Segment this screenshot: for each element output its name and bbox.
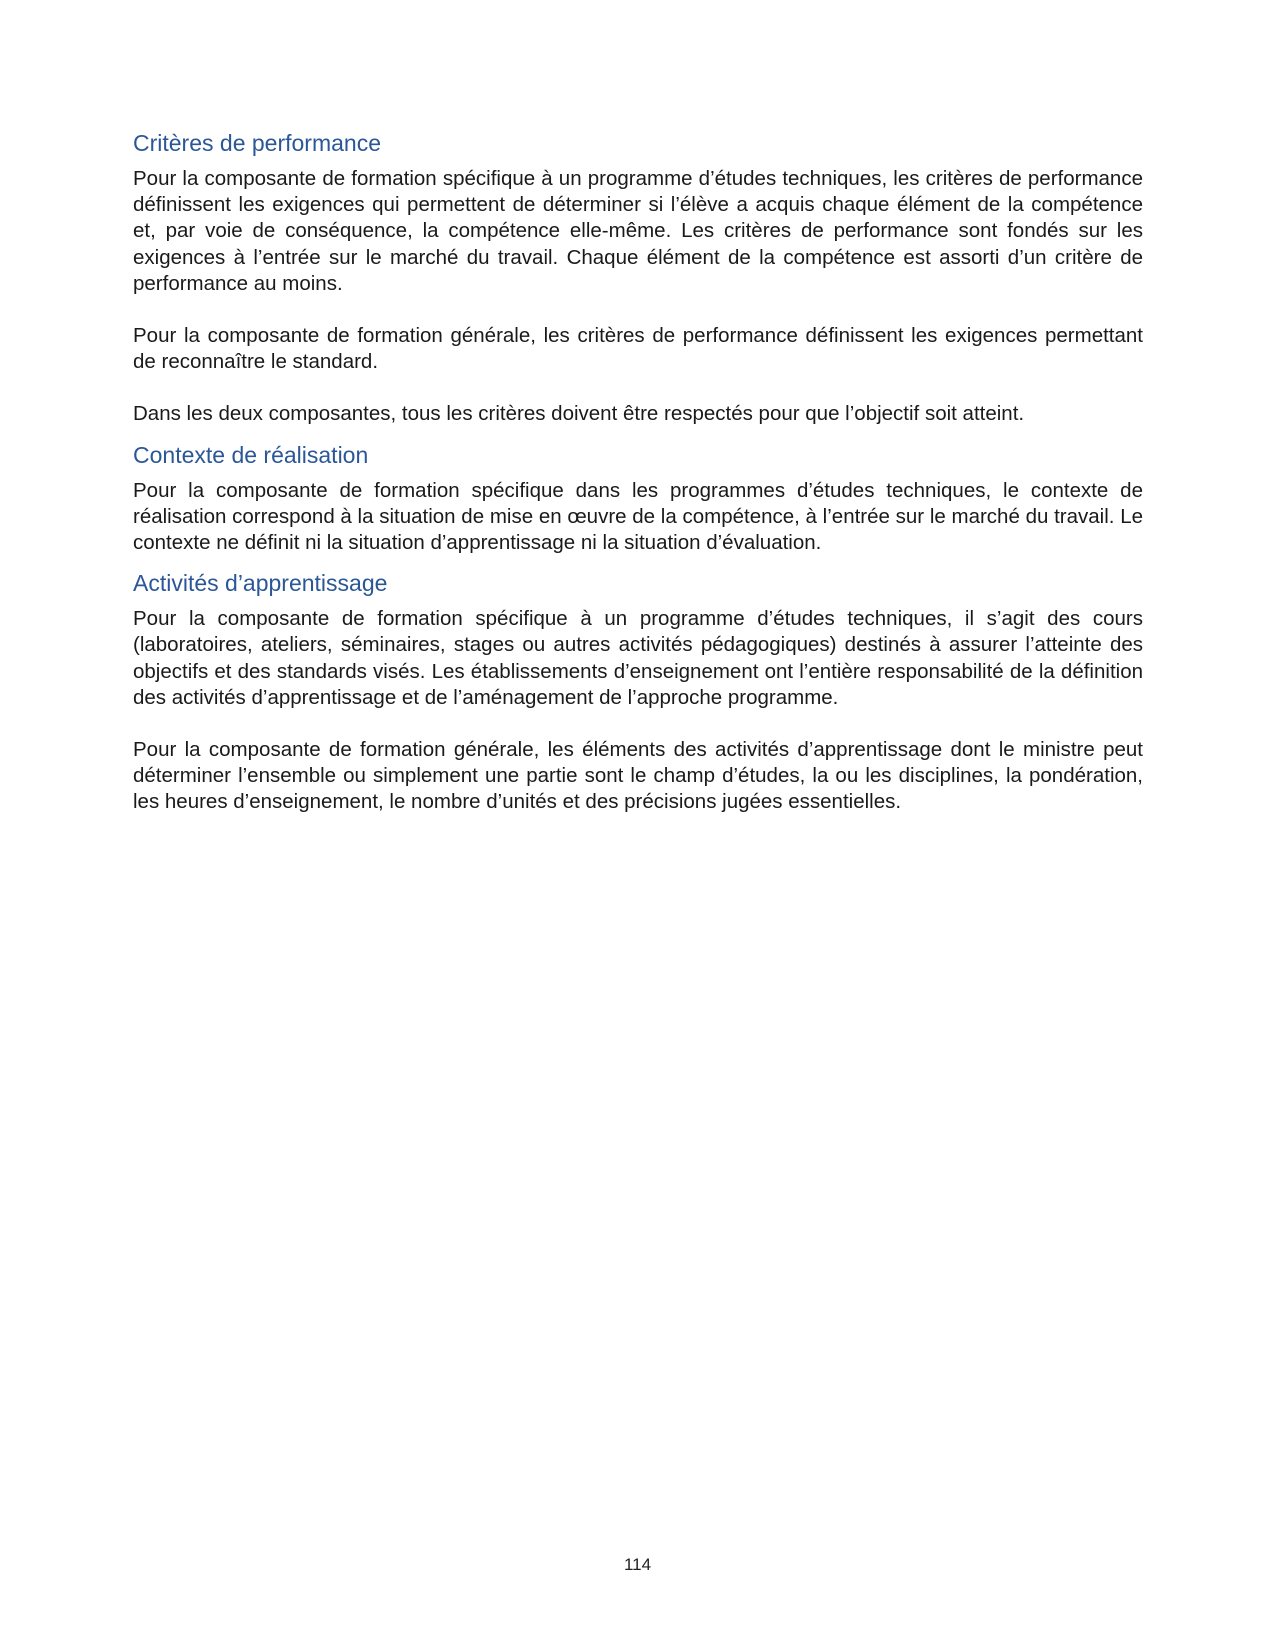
paragraph: Pour la composante de formation générale, les éléments des activités d’apprentissage dont le ministre peut déterminer l’ensemble ou simplement une partie sont le champ d’études, la ou les disciplines, la pondération, les heures d’enseignement, le nombre d’unités et des précisions jugées essentielles. <box>133 738 1143 814</box>
paragraph: Pour la composante de formation spécifique dans les programmes d’études techniques, le contexte de réalisation correspond à la situation de mise en œuvre de la compétence, à l’entrée sur le marché du travail. Le contexte ne définit ni la situation d’apprentissage ni la situation d’évaluation. <box>133 478 1143 555</box>
section-criteres-de-performance <box>133 128 1143 428</box>
paragraph: Dans les deux composantes, tous les critères doivent être respectés pour que l’objectif soit atteint. <box>133 402 1025 426</box>
paragraph: Pour la composante de formation générale, les critères de performance définissent les exigences permettant de reconnaître le standard. <box>133 324 1143 374</box>
section-activites-d-apprentissage <box>133 568 1143 815</box>
section-contexte-de-realisation <box>133 440 1143 557</box>
page-number: 114 <box>623 1555 652 1574</box>
section-heading: Contexte de réalisation <box>133 441 369 468</box>
paragraph: Pour la composante de formation spécifique à un programme d’études techniques, les critères de performance définissent les exigences qui permettent de déterminer si l’élève a acquis chaque élément de la compétence et, par voie de conséquence, la compétence elle-même. Les critères de performance sont fondés sur les exigences à l’entrée sur le marché du travail. Chaque élément de la compétence est assorti d’un critère de performance au moins. <box>133 167 1143 295</box>
document-page <box>133 128 1143 842</box>
section-heading: Critères de performance <box>133 130 381 156</box>
section-heading: Activités d’apprentissage <box>133 570 388 597</box>
paragraph: Pour la composante de formation spécifique à un programme d’études techniques, il s’agit des cours (laboratoires, ateliers, séminaires, stages ou autres activités pédagogiques) destinés à assurer l’atteinte des objectifs et des standards visés. Les établissements d’enseignement ont l’entière responsabilité de la définition des activités d’apprentissage et de l’aménagement de l’approche programme. <box>133 607 1143 709</box>
